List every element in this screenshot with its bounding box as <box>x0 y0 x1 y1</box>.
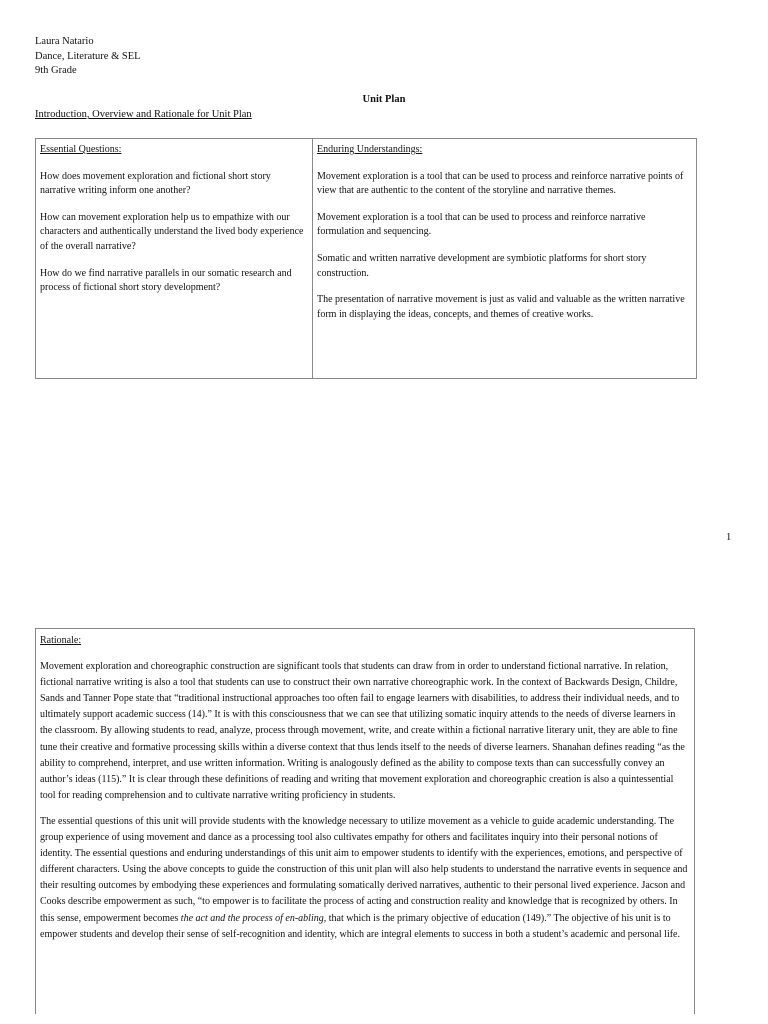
page-number: 1 <box>726 532 732 543</box>
essential-questions-heading: Essential Questions: <box>40 144 122 155</box>
enduring-understanding: Movement exploration is a tool that can be used to process and reinforce narrative points of view that are authentic to the content of the storyline and narrative themes. <box>317 170 684 197</box>
author-name: Laura Natario <box>35 36 94 47</box>
section-subheading: Introduction, Overview and Rationale for Unit Plan <box>35 109 252 120</box>
rationale-heading: Rationale: <box>40 635 82 646</box>
essential-questions-cell <box>36 139 313 379</box>
rationale-box <box>35 628 695 1014</box>
rationale-paragraph: Movement exploration and choreographic construction are significant tools that students can draw from in order to understand fictional narrative. In relation, fictional narrative writing is also a tool that students can use to construct their own narrative choreographic work. In the context of Backwards Design, Childre, Sands and Tanner Pope state that “traditional instructional approaches too often fail to engage learners with disabilities, to address their individual needs, and to ultimately support academic success (14).” It is with this consciousness that we can see that utilizing somatic inquiry attends to the needs of diverse learners in the classroom. By allowing students to read, analyze, process through movement, write, and create within a fictional narrative literary unit, they are able to fine tune their creative and formative processing skills within a diverse context that thus lends itself to the needs of diverse learners. Shanahan defines reading “as the ability to comprehend, interpret, and use written information. Writing is analogously defined as the ability to compose texts than can successfully convey an author’s ideas (115).” It is clear through these definitions of reading and writing that movement exploration and choreographic creation is also a quintessential tool for reading comprehension and to cultivate narrative writing proficiency in students. <box>40 661 685 801</box>
enduring-understanding: Somatic and written narrative development are symbiotic platforms for short story construction. <box>317 252 647 279</box>
rationale-italic-phrase: the act and the process of en-abling, <box>180 912 327 924</box>
rationale-text: that which is the primary objective of education (149).” The objective of his unit is to empower students and develop their sense of self-recognition and identity, which are integral elements to success in both a student’s academic and personal life. <box>40 912 680 940</box>
enduring-understanding: The presentation of narrative movement is just as valid and valuable as the written narrative form in displaying the ideas, concepts, and themes of creative works. <box>317 294 685 320</box>
rationale-paragraph <box>40 814 690 943</box>
subject-line: Dance, Literature & SEL <box>35 50 141 62</box>
enduring-understandings-cell <box>313 139 697 379</box>
enduring-understanding: Movement exploration is a tool that can be used to process and reinforce narrative formulation and sequencing. <box>317 211 646 238</box>
essential-question: How does movement exploration and fictional short story narrative writing inform one another? <box>40 170 271 197</box>
grade-level: 9th Grade <box>35 65 77 76</box>
page-title: Unit Plan <box>362 94 406 105</box>
document-header <box>35 35 141 79</box>
rationale-text: The essential questions of this unit will provide students with the knowledge necessary to utilize movement as a vehicle to guide academic understanding. The group experience of using movement and dance as a processing tool also cultivates empathy for others and facilitates inquiry into their personal notions of identity. The essential questions and enduring understandings of this unit aim to empower students to identify with the experiences, emotions, and perspective of different characters. Using the above concepts to guide the construction of this unit plan will also help students to understand the narrative events in sequence and their resulting outcomes by embodying these experiences and formulating somatically derived narratives, authentic to their personal lived experience. Jacson and Cooks describe empowerment as such, “to empower is to facilitate the process of acting and construction reality and knowledge that is recognized by others. In this sense, empowerment becomes <box>40 815 688 924</box>
essential-question: How do we find narrative parallels in our somatic research and process of fictional short story development? <box>40 267 292 294</box>
enduring-understandings-heading: Enduring Understandings: <box>317 144 423 155</box>
questions-understandings-table <box>35 138 697 379</box>
essential-question: How can movement exploration help us to empathize with our characters and authentically understand the lived body experience of the overall narrative? <box>40 211 304 252</box>
